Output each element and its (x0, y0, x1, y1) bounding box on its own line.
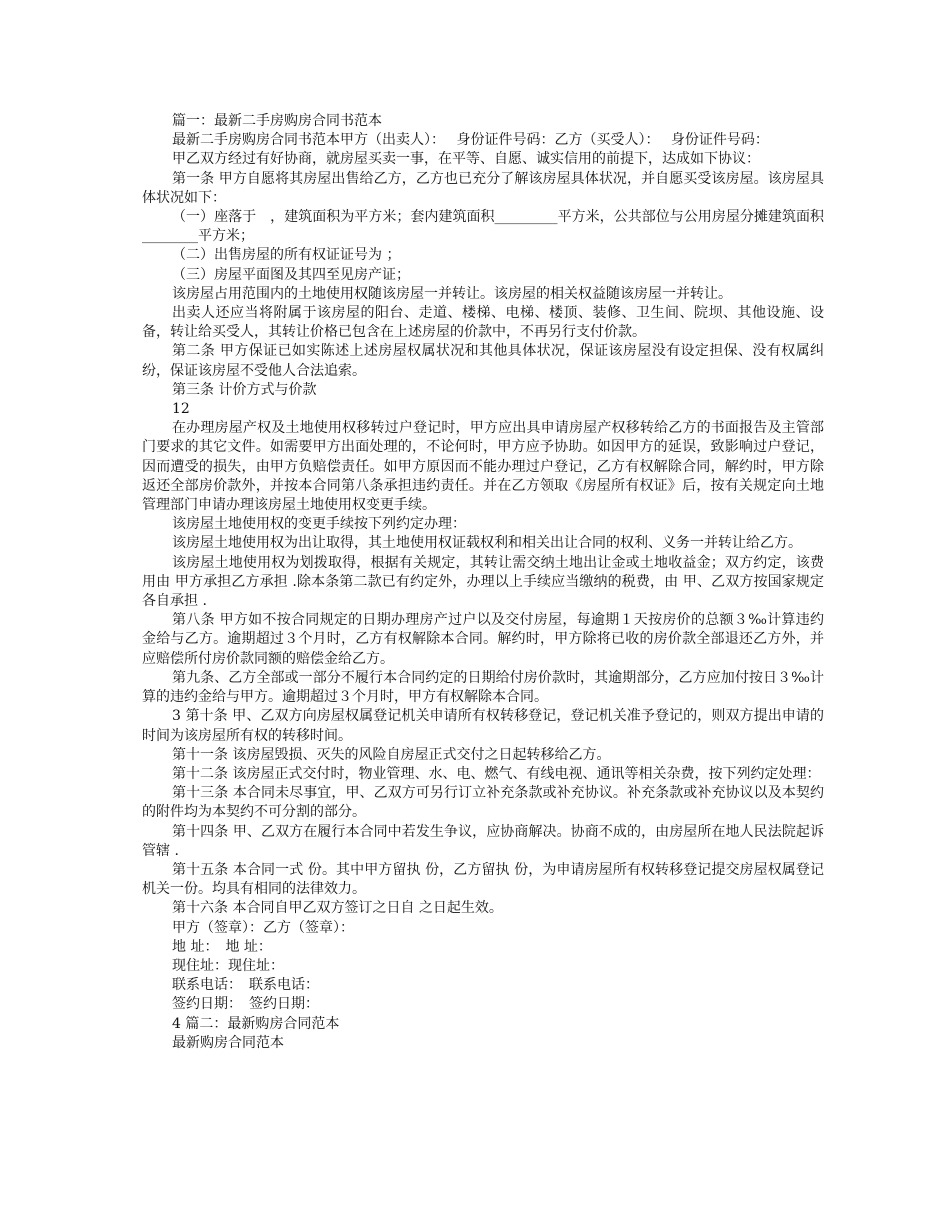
article-12: 第十二条 该房屋正式交付时，物业管理、水、电、燃气、有线电视、通讯等相关杂费，按下列约定处理： (172, 765, 821, 782)
article-2: 第二条 甲方保证已如实陈述上述房屋权属状况和其他具体状况，保证该房屋没有设定担保、没有权属纠纷，保证该房屋不受他人合法追索。 (142, 343, 824, 379)
page-number: 12 (172, 401, 190, 418)
item-2: （二）出售房屋的所有权证证号为 ； (172, 247, 401, 264)
document-body (142, 112, 824, 1053)
parties-line: 最新二手房购房合同书范本甲方（出卖人）： 身份证件号码：乙方（买受人）： 身份证件号码： (172, 132, 769, 149)
article-11: 第十一条 该房屋毁损、灭失的风险自房屋正式交付之日起转移给乙方。 (172, 746, 611, 763)
paragraph: 在办理房屋产权及土地使用权移转过户登记时，甲方应出具申请房屋产权移转给乙方的书面报告及主管部门要求的其它文件。如需要甲方出面处理的，不论何时，甲方应予协助。如因甲方的延误，致影响过户登记，因而遭受的损失，由甲方负赔偿责任。如甲方原因而不能办理过户登记，乙方有权解除合同，解约时，甲方除返还全部房价款外，并按本合同第八条承担违约责任。并在乙方领取《房屋所有权证》后，按有关规定向土地管理部门申请办理该房屋土地使用权变更手续。 (142, 420, 824, 514)
article-8: 第八条 甲方如不按合同规定的日期办理房产过户以及交付房屋，每逾期１天按房价的总额３‰计算违约金给与乙方。逾期超过３个月时，乙方有权解除本合同。解约时，甲方除将已收的房价款全部退还乙方外，并应赔偿所付房价款同额的赔偿金给乙方。 (142, 612, 824, 667)
paragraph: 该房屋土地使用权为出让取得，其土地使用权证载权利和相关出让合同的权利、义务一并转让给乙方。 (172, 535, 802, 552)
article-9: 第九条、乙方全部或一部分不履行本合同约定的日期给付房价款时，其逾期部分，乙方应加付按日３‰计算的违约金给与甲方。逾期超过３个月时，甲方有权解除本合同。 (142, 669, 824, 706)
date-line: 签约日期： 签约日期： (172, 996, 319, 1013)
phone-line: 联系电话： 联系电话： (172, 977, 319, 994)
article-3: 第三条 计价方式与价款 (172, 381, 317, 398)
article-14: 第十四条 甲、乙双方在履行本合同中若发生争议，应协商解决。协商不成的，由房屋所在地人民法院起诉管辖 . (142, 823, 824, 859)
paragraph: 该房屋土地使用权的变更手续按下列约定办理： (172, 516, 466, 533)
article-15: 第十五条 本合同一式 份。其中甲方留执 份，乙方留执 份，为申请房屋所有权转移登记提交房屋权属登记机关一份。均具有相同的法律效力。 (142, 861, 824, 898)
item-3: （三）房屋平面图及其四至见房产证； (172, 266, 410, 283)
article-16: 第十六条 本合同自甲乙双方签订之日自 之日起生效。 (172, 900, 503, 917)
article-1: 第一条 甲方自愿将其房屋出售给乙方，乙方也已充分了解该房屋具体状况，并自愿买受该房屋。该房屋具体状况如下： (142, 170, 824, 206)
paragraph: 出卖人还应当将附属于该房屋的阳台、走道、楼梯、电梯、楼顶、装修、卫生间、院坝、其他设施、设备，转让给买受人，其转让价格已包含在上述房屋的价款中，不再另行支付价款。 (142, 305, 824, 341)
paragraph: 该房屋土地使用权为划拨取得，根据有关规定，其转让需交纳土地出让金或土地收益金；双方约定，该费用由 甲方承担乙方承担 .除本条第二款已有约定外，办理以上手续应当缴纳的税费，由 甲、乙双方按国家规定各自承担 . (142, 554, 824, 610)
article-10: 3 第十条 甲、乙双方向房屋权属登记机关申请所有权转移登记，登记机关准予登记的，则双方提出申请的时间为该房屋所有权的转移时间。 (142, 708, 824, 744)
current-address-line: 现住址：现住址： (172, 957, 284, 974)
item-1: （一）座落于 ，建筑面积为平方米；套内建筑面积_________平方米，公共部位与公用房屋分摊建筑面积________平方米； (142, 209, 824, 245)
section-title: 最新购房合同范本 (172, 1034, 284, 1051)
paragraph: 甲乙双方经过有好协商，就房屋买卖一事，在平等、自愿、诚实信用的前提下，达成如下协议： (172, 151, 760, 168)
paragraph: 该房屋占用范围内的土地使用权随该房屋一并转让。该房屋的相关权益随该房屋一并转让。 (172, 285, 732, 302)
section-heading: 篇一：最新二手房购房合同书范本 (172, 113, 382, 129)
section-heading: 4 篇二：最新购房合同范本 (172, 1015, 340, 1032)
signature-line: 甲方（签章）：乙方（签章）： (172, 919, 354, 936)
article-13: 第十三条 本合同未尽事宜，甲、乙双方可另行订立补充条款或补充协议。补充条款或补充协议以及本契约的附件均为本契约不可分割的部分。 (142, 785, 824, 821)
address-line: 地 址： 地 址： (172, 938, 272, 955)
